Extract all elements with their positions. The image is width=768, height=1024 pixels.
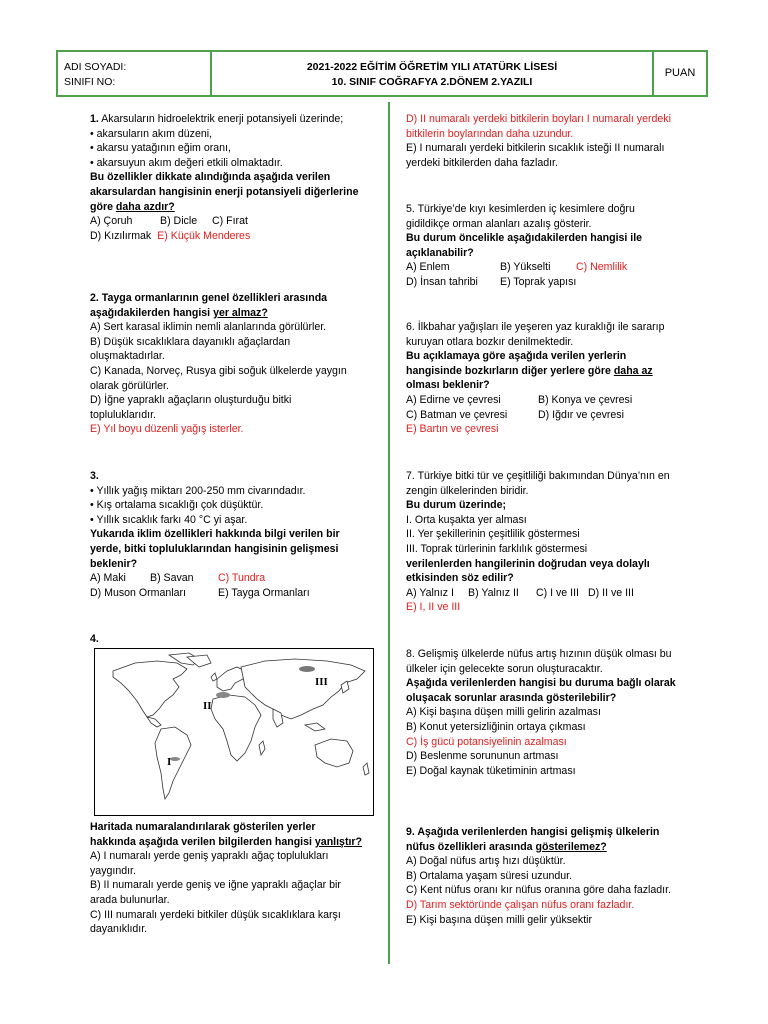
q9-option-b[interactable]: B) Ortalama yaşam süresi uzundur.: [406, 869, 573, 882]
q2-option-a[interactable]: A) Sert karasal iklimin nemli alanlarında görülürler.: [90, 321, 327, 334]
q5-option-e[interactable]: E) Toprak yapısı: [500, 275, 577, 288]
q6-option-d[interactable]: D) Iğdır ve çevresi: [538, 408, 624, 421]
q2-option-d[interactable]: D) İğne yapraklı ağaçların oluşturduğu bitki topluluklarıdır.: [90, 394, 292, 421]
q2-stem: 2. Tayga ormanlarının genel özellikleri arasında aşağıdakilerden hangisi: [90, 292, 328, 319]
q1-intro: Akarsuların hidroelektrik enerji potansiyeli üzerinde;: [101, 113, 344, 125]
q7-option-d[interactable]: D) II ve III: [588, 586, 634, 599]
q3-bullet: • Kış ortalama sıcaklığı çok düşüktür.: [90, 499, 264, 512]
question-1: [90, 112, 360, 243]
q6-intro: 6. İlkbahar yağışları ile yeşeren yaz kuraklığı ile sararıp kuruyan otlara bozkır denilmektedir.: [406, 321, 665, 348]
q3-bullet: • Yıllık sıcaklık farkı 40 °C yi aşar.: [90, 513, 248, 526]
q5-stem: Bu durum öncelikle aşağıdakilerden hangisi ile açıklanabilir?: [406, 232, 643, 259]
new-zealand-shape: [363, 763, 369, 775]
question-5: [406, 202, 678, 290]
q1-option-d[interactable]: D) Kızılırmak: [90, 229, 152, 242]
question-7: [406, 469, 678, 615]
q7-option-a[interactable]: A) Yalnız I: [406, 586, 454, 599]
question-3: [90, 469, 362, 600]
q6-option-c[interactable]: C) Batman ve çevresi: [406, 408, 508, 421]
class-label: SINIFI NO:: [64, 76, 116, 88]
score-label: PUAN: [664, 67, 696, 79]
q8-option-e[interactable]: E) Doğal kaynak tüketiminin artması: [406, 764, 576, 777]
map-label-ii: II: [203, 700, 212, 712]
q7-item: II. Yer şekillerinin çeşitlilik göstermesi: [406, 528, 580, 541]
q2-stem-emphasis: yer almaz?: [213, 306, 268, 319]
q2-option-e[interactable]: E) Yıl boyu düzenli yağış isterler.: [90, 423, 244, 436]
exam-title-cell: [212, 52, 654, 95]
q5-option-a[interactable]: A) Enlem: [406, 261, 450, 274]
q7-option-e[interactable]: E) I, II ve III: [406, 601, 461, 614]
q8-option-c[interactable]: C) İş gücü potansiyelinin azalması: [406, 735, 567, 748]
q2-option-c[interactable]: C) Kanada, Norveç, Rusya gibi soğuk ülkelerde yaygın olarak görülürler.: [90, 364, 347, 392]
exam-header: [56, 50, 708, 97]
question-4-continued: [406, 112, 678, 170]
australia-shape: [315, 739, 353, 767]
q1-bullet: • akarsuyun akım değeri etkili olmaktadır.: [90, 156, 283, 169]
question-4: [90, 820, 362, 937]
q4-option-b[interactable]: B) II numaralı yerde geniş ve iğne yapraklı ağaçlar bir arada bulunurlar.: [90, 879, 341, 906]
q5-option-d[interactable]: D) İnsan tahribi: [406, 275, 478, 288]
q9-option-c[interactable]: C) Kent nüfus oranı kır nüfus oranına göre daha fazladır.: [406, 884, 672, 897]
question-2: [90, 291, 360, 437]
question-8: [406, 647, 684, 778]
q6-option-b[interactable]: B) Konya ve çevresi: [538, 393, 633, 406]
q7-option-c[interactable]: C) I ve III: [536, 586, 579, 599]
q4-option-a[interactable]: A) I numaralı yerde geniş yapraklı ağaç toplulukları yaygındır.: [90, 850, 329, 877]
title-line-2: 10. SINIF COĞRAFYA 2.DÖNEM 2.YAZILI: [331, 76, 533, 88]
q9-option-a[interactable]: A) Doğal nüfus artış hızı düşüktür.: [406, 855, 566, 868]
q9-option-d[interactable]: D) Tarım sektöründe çalışan nüfus oranı fazladır.: [406, 898, 635, 911]
student-info-cell: [58, 52, 212, 95]
q3-option-e[interactable]: E) Tayga Ormanları: [218, 586, 310, 599]
q6-option-a[interactable]: A) Edirne ve çevresi: [406, 393, 501, 406]
q4-stem: Haritada numaralandırılarak gösterilen yerler hakkında aşağıda verilen bilgilerden hangisi: [90, 821, 316, 848]
q3-stem: Yukarıda iklim özellikleri hakkında bilgi verilen bir yerde, bitki topluluklarından hangisinin gelişmesi beklenir?: [90, 528, 340, 570]
q8-option-b[interactable]: B) Konut yetersizliğinin ortaya çıkması: [406, 720, 586, 733]
q6-option-e[interactable]: E) Bartın ve çevresi: [406, 423, 499, 436]
q6-stem-end: olması beklenir?: [406, 379, 490, 392]
britain-shape: [211, 673, 217, 681]
q5-intro: 5. Türkiye’de kıyı kesimlerden iç kesimlere doğru gidildikçe orman alanları azalış gösterir.: [406, 203, 635, 230]
q1-number: 1.: [90, 113, 99, 125]
europe-shape: [217, 667, 245, 691]
q7-item: I. Orta kuşakta yer alması: [406, 513, 527, 526]
madagascar-shape: [259, 741, 265, 755]
q9-stem: 9. Aşağıda verilenlerden hangisi gelişmiş ülkelerin nüfus özellikleri arasında: [406, 826, 660, 853]
q4-number: [90, 632, 99, 647]
africa-shape: [211, 695, 261, 761]
q1-bullet: • akarsu yatağının eğim oranı,: [90, 142, 231, 155]
q4-stem-emphasis: yanlıştır?: [314, 835, 363, 848]
world-map: [94, 648, 374, 816]
q1-option-b[interactable]: B) Dicle: [160, 215, 198, 228]
q4-option-c[interactable]: C) III numaralı yerdeki bitkiler düşük sıcaklıklara karşı dayanıklıdır.: [90, 908, 341, 936]
q4-option-d[interactable]: D) II numaralı yerdeki bitkilerin boyları I numaralı yerdeki bitkilerin boylarından daha uzundur.: [406, 113, 671, 140]
q1-stem-emphasis: daha azdır?: [115, 200, 175, 213]
q3-number: 3.: [90, 470, 99, 482]
region-iii-marker: [299, 666, 315, 672]
q8-option-d[interactable]: D) Beslenme sorununun artması: [406, 750, 559, 763]
name-label: ADI SOYADI:: [64, 61, 127, 73]
q3-option-b[interactable]: B) Savan: [150, 572, 194, 585]
q8-option-a[interactable]: A) Kişi başına düşen milli gelirin azalması: [406, 706, 601, 719]
q5-option-c[interactable]: C) Nemlilik: [576, 261, 628, 274]
map-label-i: I: [167, 756, 172, 768]
q1-option-e[interactable]: E) Küçük Menderes: [157, 229, 251, 242]
central-america-shape: [147, 717, 161, 727]
q1-bullet: • akarsuların akım düzeni,: [90, 127, 213, 140]
map-label-iii: III: [315, 676, 328, 688]
column-divider: [388, 102, 390, 964]
q4-option-e[interactable]: E) I numaralı yerdeki bitkilerin sıcaklık isteği II numaralı yerdeki bitkilerden daha fazladır.: [406, 142, 665, 169]
q3-bullet: • Yıllık yağış miktarı 200-250 mm civarındadır.: [90, 484, 306, 497]
q7-option-b[interactable]: B) Yalnız II: [468, 586, 519, 599]
q7-stem: verilenlerden hangilerinin doğrudan veya dolaylı etkisinden söz edilir?: [406, 557, 650, 585]
q1-option-c[interactable]: C) Fırat: [212, 215, 248, 228]
q9-stem-emphasis: gösterilemez?: [535, 840, 607, 853]
indonesia-shape: [305, 723, 325, 731]
q3-option-d[interactable]: D) Muson Ormanları: [90, 586, 186, 599]
region-i-marker: [170, 757, 180, 761]
q8-stem: Aşağıda verilenlerden hangisi bu duruma bağlı olarak oluşacak sorunlar arasında gösterilebilir?: [406, 677, 676, 704]
north-america-shape: [113, 661, 187, 717]
q7-item: III. Toprak türlerinin farklılık göstermesi: [406, 542, 588, 555]
region-ii-marker: [216, 692, 230, 698]
question-6: [406, 320, 678, 437]
q4-number-text: 4.: [90, 633, 99, 645]
q5-option-b[interactable]: B) Yükselti: [500, 261, 551, 274]
q1-stem: Bu özellikler dikkate alındığında aşağıda verilen akarsulardan hangisinin enerji potansiyeli diğerlerine göre: [90, 171, 359, 213]
world-map-svg: [95, 649, 373, 815]
q7-intro: 7. Türkiye bitki tür ve çeşitliliği bakımından Dünya’nın en zengin ülkelerinden biridir.: [406, 470, 670, 497]
q3-option-c[interactable]: C) Tundra: [218, 572, 266, 585]
q2-option-b[interactable]: B) Düşük sıcaklıklara dayanıklı ağaçlardan oluşmaktadırlar.: [90, 335, 291, 363]
q3-option-a[interactable]: A) Maki: [90, 572, 126, 585]
q1-option-a[interactable]: A) Çoruh: [90, 215, 133, 228]
q6-stem-emphasis: daha az: [613, 364, 653, 377]
title-line-1: 2021-2022 EĞİTİM ÖĞRETİM YILI ATATÜRK LİSESİ: [306, 61, 558, 73]
q9-option-e[interactable]: E) Kişi başına düşen milli gelir yüksektir: [406, 913, 593, 926]
south-america-shape: [155, 727, 191, 799]
q8-intro: 8. Gelişmiş ülkelerde nüfus artış hızının düşük olması bu ülkeler için gelecekte sorun oluşturacaktır.: [406, 648, 672, 675]
q7-sub: Bu durum üzerinde;: [406, 499, 507, 512]
question-9: [406, 825, 684, 927]
q6-stem: Bu açıklamaya göre aşağıda verilen yerlerin hangisinde bozkırların diğer yerlere göre: [406, 350, 627, 377]
